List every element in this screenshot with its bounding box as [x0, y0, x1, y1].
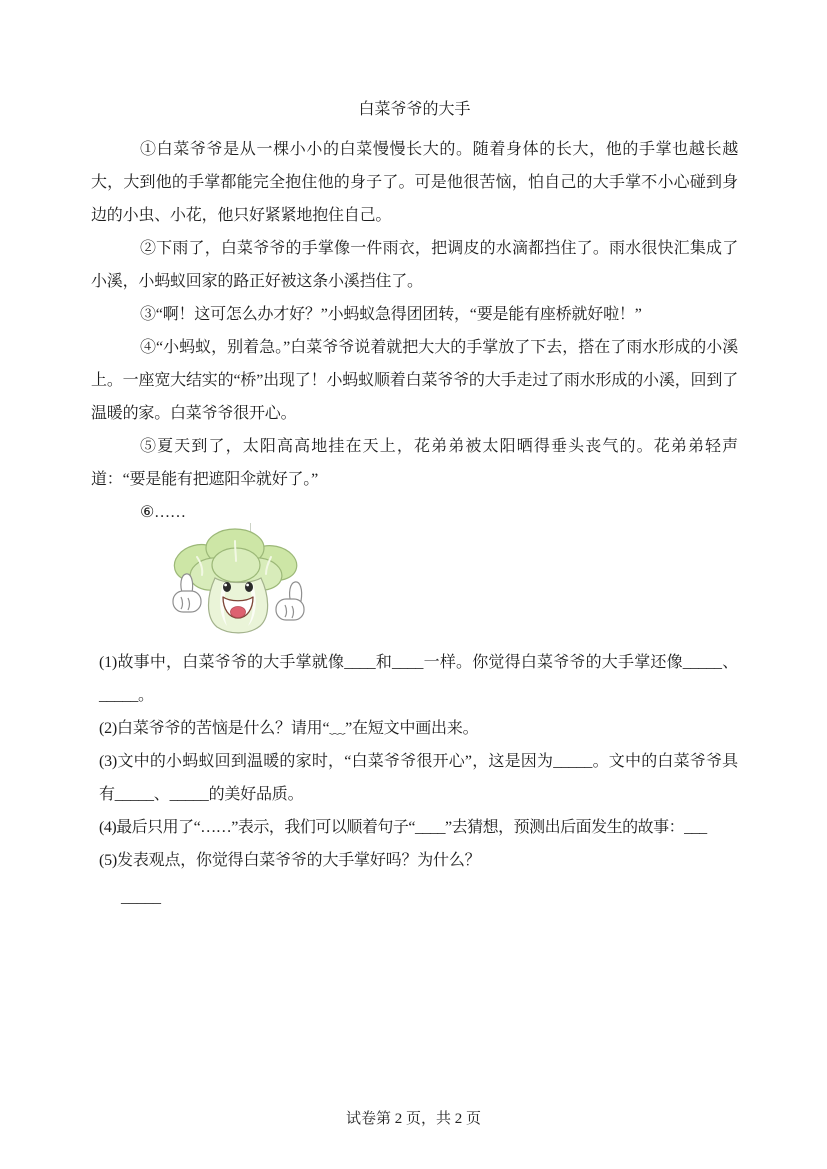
page-content [91, 97, 738, 914]
passage-paragraph-2: ②下雨了，白菜爷爷的手掌像一件雨衣，把调皮的水滴都挡住了。雨水很快汇集成了小溪，小蚂蚁回家的路正好被这条小溪挡住了。 [91, 240, 738, 290]
passage-paragraph-1: ①白菜爷爷是从一棵小小的白菜慢慢长大的。随着身体的长大，他的手掌也越长越大，大到他的手掌都能完全抱住他的身子了。可是他很苦恼，怕自己的大手掌不小心碰到身边的小虫、小花，他只好紧紧地抱住自己。 [91, 141, 738, 224]
passage-paragraph-4: ④“小蚂蚁，别着急。”白菜爷爷说着就把大大的手掌放了下去，搭在了雨水形成的小溪上。一座宽大结实的“桥”出现了！小蚂蚁顺着白菜爷爷的大手走过了雨水形成的小溪，回到了温暖的家。白菜爷爷很开心。 [91, 339, 738, 422]
question-2: (2)白菜爷爷的苦恼是什么？请用“﹏”在短文中画出来。 [99, 720, 479, 737]
page-footer: 试卷第 2 页，共 2 页 [345, 1111, 481, 1127]
question-4: (4)最后只用了“……”表示，我们可以顺着句子“____”去猜想，预测出后面发生的故事：___ [99, 819, 707, 836]
question-3: (3)文中的小蚂蚁回到温暖的家时，“白菜爷爷很开心”，这是因为_____。文中的白菜爷爷具有_____、_____的美好品质。 [99, 753, 738, 803]
passage-paragraph-6: ⑥…… [140, 504, 186, 521]
question-5: (5)发表观点，你觉得白菜爷爷的大手掌好吗？为什么？ [99, 852, 481, 869]
passage-title: 白菜爷爷的大手 [358, 101, 471, 118]
right-thumbs-up-hand [276, 582, 304, 620]
illustration-block [91, 529, 738, 646]
question-list [91, 646, 738, 914]
cabbage-thumbs-up-icon [163, 523, 313, 640]
passage-paragraph-3: ③“啊！这可怎么办才好？”小蚂蚁急得团团转，“要是能有座桥就好啦！” [140, 306, 642, 323]
question-1: (1)故事中，白菜爷爷的大手掌就像____和____一样。你觉得白菜爷爷的大手掌还像_____、_____。 [99, 654, 738, 704]
passage-paragraph-5: ⑤夏天到了，太阳高高地挂在天上，花弟弟被太阳晒得垂头丧气的。花弟弟轻声道：“要是能有把遮阳伞就好了。” [91, 438, 738, 488]
answer-blank-line: _____ [121, 889, 161, 906]
